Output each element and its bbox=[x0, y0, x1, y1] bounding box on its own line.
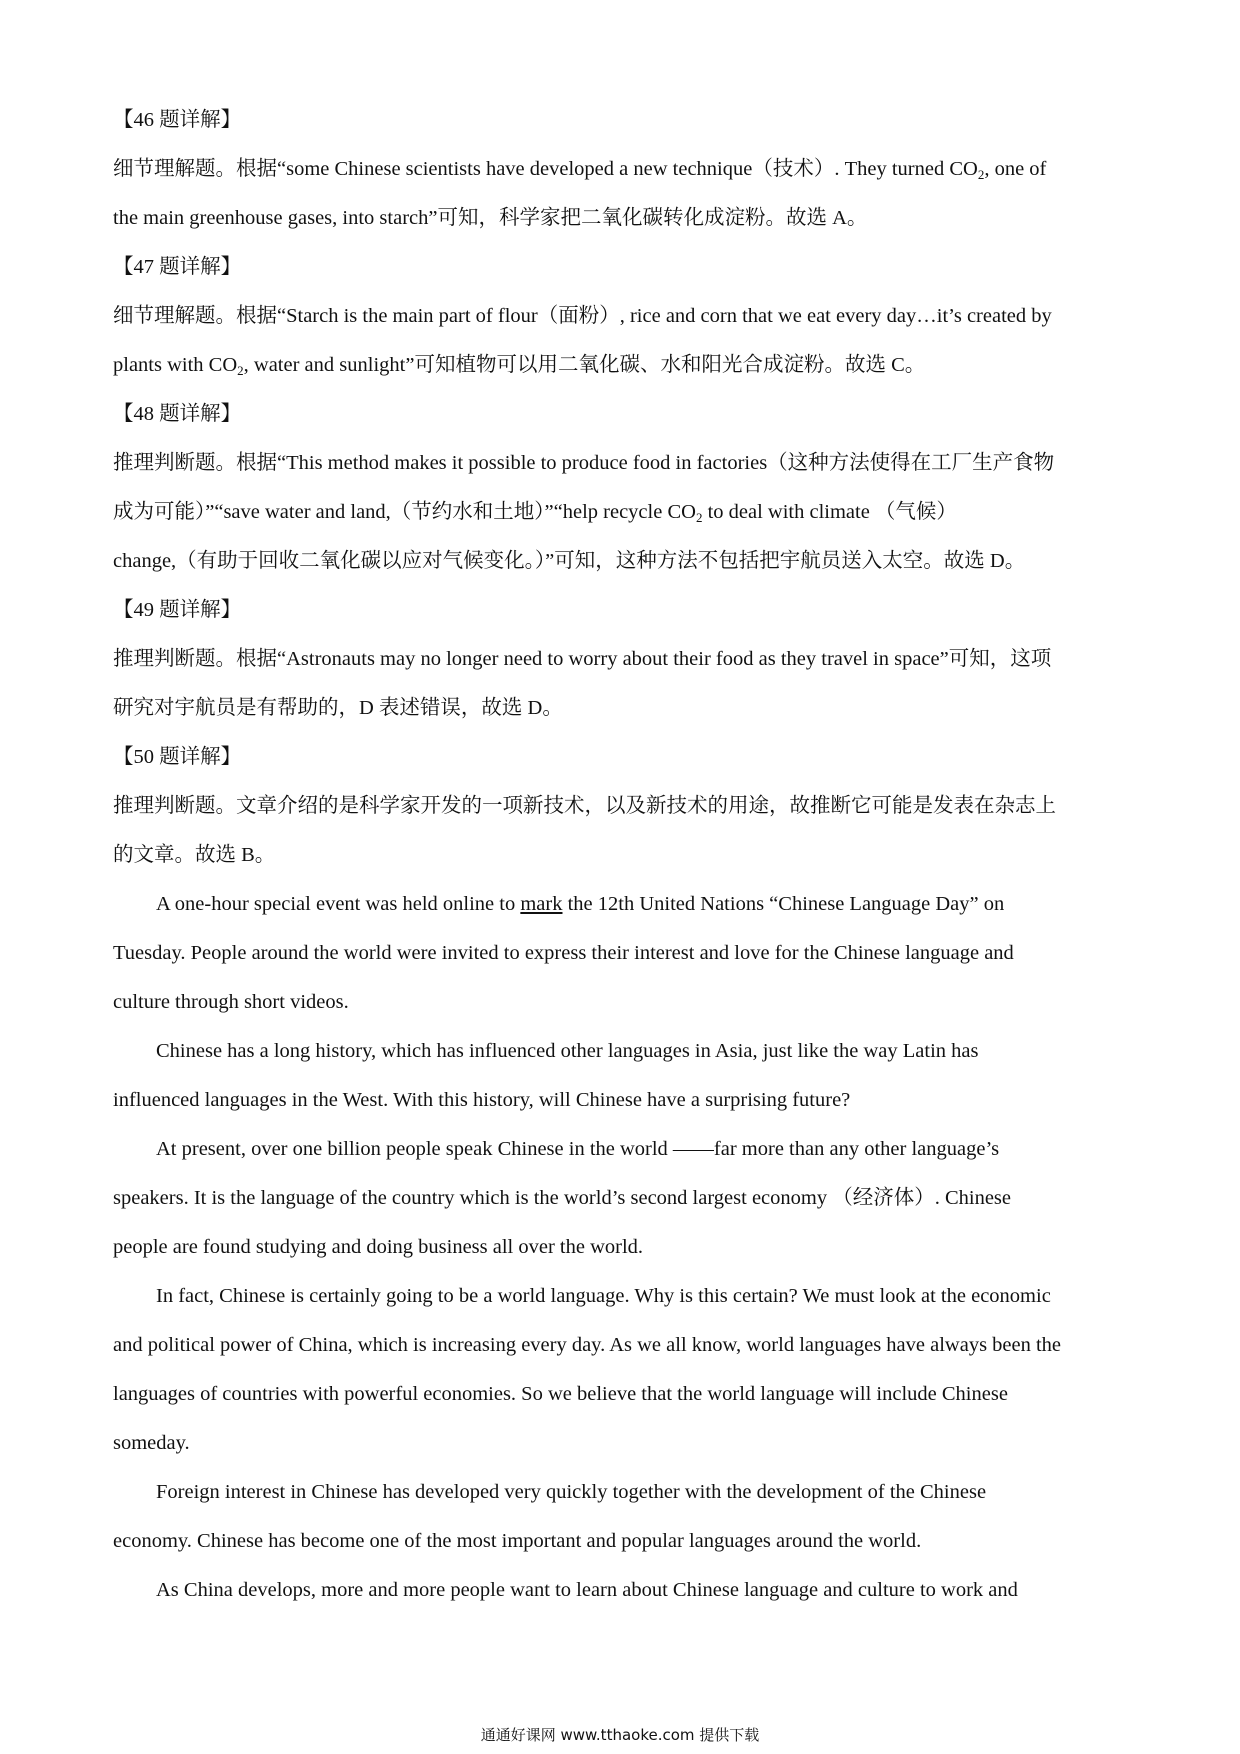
passage-p4-line-2: and political power of China, which is increasing every day. As we all know, world languages have always been the bbox=[113, 1334, 1062, 1356]
passage-p4-line-4: someday. bbox=[113, 1432, 190, 1454]
q50-line-2: 的文章。故选 B。 bbox=[113, 844, 276, 866]
passage-p1-line-2: Tuesday. People around the world were invited to express their interest and love for the Chinese language and bbox=[113, 942, 1014, 964]
passage-p4-line-1: In fact, Chinese is certainly going to be a world language. Why is this certain? We must look at the economic bbox=[156, 1285, 1051, 1307]
q49-heading: 【49 题详解】 bbox=[113, 599, 242, 621]
passage-p3-line-3: people are found studying and doing business all over the world. bbox=[113, 1236, 644, 1258]
q47-line-1: 细节理解题。根据“Starch is the main part of flour（面粉）, rice and corn that we eat every day…it’s created by bbox=[113, 305, 1052, 327]
passage-p5-line-2: economy. Chinese has become one of the most important and popular languages around the world. bbox=[113, 1530, 922, 1552]
document-page bbox=[113, 96, 1133, 1615]
q48-heading: 【48 题详解】 bbox=[113, 403, 242, 425]
passage-p5-line-1: Foreign interest in Chinese has developed very quickly together with the development of the Chinese bbox=[156, 1481, 987, 1503]
q48-line-2: 成为可能）”“save water and land,（节约水和土地）”“help recycle $CO_2$ to deal with climate （气候） bbox=[113, 501, 957, 525]
q49-line-2: 研究对宇航员是有帮助的，D 表述错误，故选 D。 bbox=[113, 697, 563, 719]
q47-heading: 【47 题详解】 bbox=[113, 256, 242, 278]
q48-line-1: 推理判断题。根据“This method makes it possible to produce food in factories（这种方法使得在工厂生产食物 bbox=[113, 452, 1055, 474]
page-footer: 通通好课网 www.tthaoke.com 提供下载 bbox=[480, 1726, 760, 1744]
q49-line-1: 推理判断题。根据“Astronauts may no longer need to worry about their food as they travel in space”可知，这项 bbox=[113, 648, 1052, 670]
passage-p1-line-1: A one-hour special event was held online to mark the 12th United Nations “Chinese Language Day” on bbox=[156, 893, 1005, 915]
passage-p3-line-1: At present, over one billion people speak Chinese in the world ——far more than any other language’s bbox=[156, 1138, 1000, 1160]
passage-p6-line-1: As China develops, more and more people want to learn about Chinese language and culture to work and bbox=[156, 1579, 1018, 1601]
q46-heading: 【46 题详解】 bbox=[113, 109, 242, 131]
q48-line-3: change,（有助于回收二氧化碳以应对气候变化。）”可知，这种方法不包括把宇航员送入太空。故选 D。 bbox=[113, 550, 1026, 572]
q50-line-1: 推理判断题。文章介绍的是科学家开发的一项新技术，以及新技术的用途，故推断它可能是发表在杂志上 bbox=[113, 795, 1056, 817]
q46-line-1: 细节理解题。根据“some Chinese scientists have developed a new technique（技术）. They turned $CO_2$, one of bbox=[113, 158, 1047, 182]
q46-line-2: the main greenhouse gases, into starch”可知，科学家把二氧化碳转化成淀粉。故选 A。 bbox=[113, 207, 868, 229]
passage-p1-line-3: culture through short videos. bbox=[113, 991, 349, 1013]
passage-p3-line-2: speakers. It is the language of the country which is the world’s second largest economy （经济体）. Chinese bbox=[113, 1187, 1012, 1209]
q50-heading: 【50 题详解】 bbox=[113, 746, 242, 768]
passage-p2-line-1: Chinese has a long history, which has influenced other languages in Asia, just like the way Latin has bbox=[156, 1040, 979, 1062]
underlined-word-mark: mark bbox=[520, 893, 563, 915]
q47-line-2: plants with $CO_2$, water and sunlight”可知植物可以用二氧化碳、水和阳光合成淀粉。故选 C。 bbox=[113, 354, 926, 378]
passage-p2-line-2: influenced languages in the West. With this history, will Chinese have a surprising future? bbox=[113, 1089, 851, 1111]
passage-p4-line-3: languages of countries with powerful economies. So we believe that the world language will include Chinese bbox=[113, 1383, 1008, 1405]
